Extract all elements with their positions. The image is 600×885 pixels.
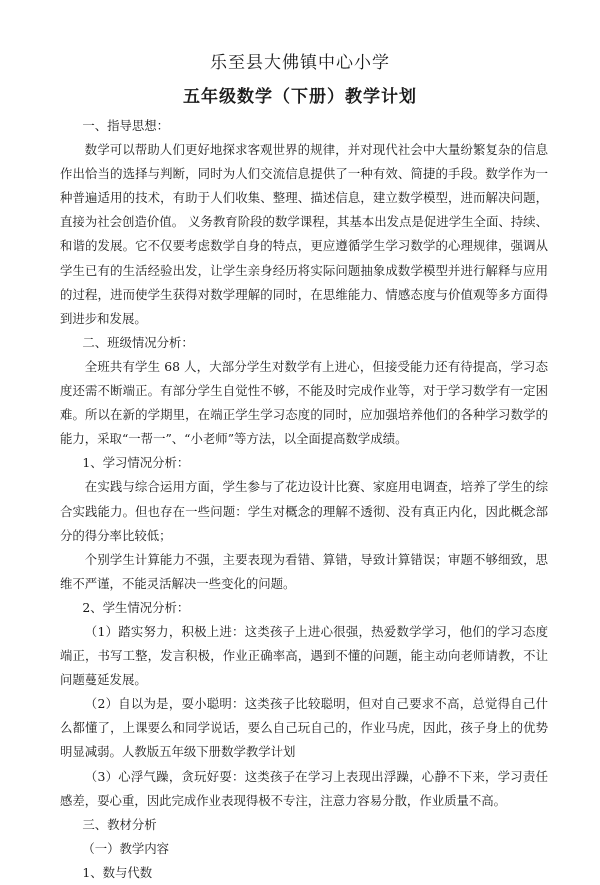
paragraph-class-analysis: 全班共有学生 68 人，大部分学生对数学有上进心，但接受能力还有待提高，学习态度还需不断端正。有部分学生自觉性不够，不能及时完成作业等，对于学习数学有一定困难。所以在新的学期里，在端正学生学习态度的同时，应加强培养他们的各种学习数学的能力，采取“一帮一”、“小老师”等方法，以全面提高数学成绩。 [60,358,548,447]
section-heading-textbook-analysis: 三、教材分析 [82,816,157,832]
document-body [60,114,548,885]
paragraph-student-type-2: （2）自以为是，耍小聪明：这类孩子比较聪明，但对自己要求不高，总觉得自己什么都懂了，上课要么和同学说话，要么自己玩自己的，作业马虎，因此，孩子身上的优势明显减弱。人教版五年级下册数学教学计划 [60,696,548,760]
subsection-heading-learning-analysis: 1、学习情况分析： [82,455,190,471]
school-name: 乐至县大佛镇中心小学 [210,53,390,73]
subsection-heading-teaching-content: （一）教学内容 [82,840,170,856]
paragraph-student-type-3: （3）心浮气躁，贪玩好耍：这类孩子在学习上表现出浮躁，心静不下来，学习责任感差，耍心重，因此完成作业表现得极不专注，注意力容易分散，作业质量不高。 [60,768,548,808]
paragraph-learning-analysis-1: 在实践与综合运用方面，学生参与了花边设计比赛、家庭用电调查，培养了学生的综合实践能力。但也存在一些问题：学生对概念的理解不透彻、没有真正内化，因此概念部分的得分率比较低； [60,479,548,543]
paragraph-learning-analysis-2: 个别学生计算能力不强，主要表现为看错、算错，导致计算错误；审题不够细致，思维不严谨，不能灵活解决一些变化的问题。 [60,551,548,591]
section-heading-class-analysis: 二、班级情况分析： [82,334,194,350]
subsection-heading-student-analysis: 2、学生情况分析： [82,599,190,615]
paragraph-guiding-thought: 数学可以帮助人们更好地探求客观世界的规律，并对现代社会中大量纷繁复杂的信息作出恰当的选择与判断，同时为人们交流信息提供了一种有效、简捷的手段。数学作为一种普遍适用的技术，有助于人们收集、整理、描述信息，建立数学模型，进而解决问题，直接为社会创造价值。 义务教育阶段的数学课程，其基本出发点是促进学生全面、持续、和谐的发展。它不仅要考虑数学自身的特点，更应遵循学生学习数学的心理规律，强调从学生已有的生活经验出发，让学生亲身经历将实际问题抽象成数学模型并进行解释与应用的过程，进而使学生获得对数学理解的同时，在思维能力、情感态度与价值观等多方面得到进步和发展。 [60,142,548,326]
page-title: 五年级数学（下册）教学计划 [183,87,417,107]
subsection-heading-numbers-algebra: 1、数与代数 [82,864,153,880]
paragraph-student-type-1: （1）踏实努力，积极上进：这类孩子上进心很强，热爱数学学习，他们的学习态度端正，书写工整，发言积极，作业正确率高，遇到不懂的问题，能主动向老师请教，不让问题蔓延发展。 [60,623,548,688]
section-heading-guiding-thought: 一、指导思想： [82,118,170,133]
